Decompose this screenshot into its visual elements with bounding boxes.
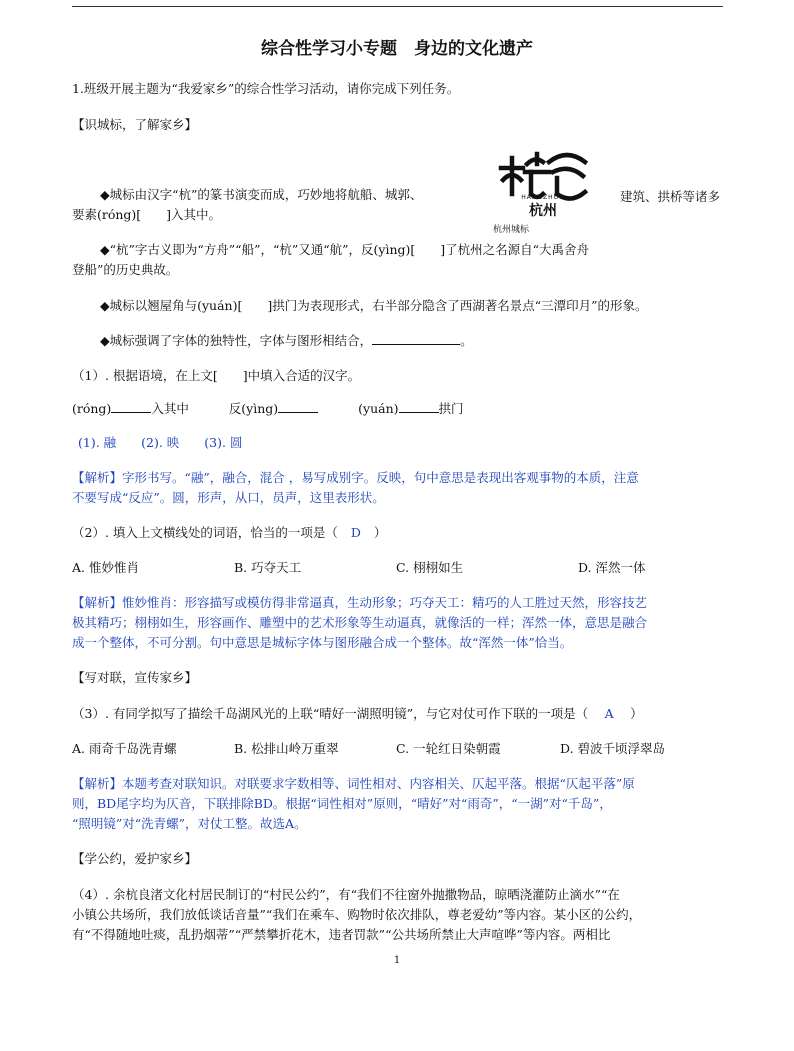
question-1-2 [72,524,722,542]
option-a[interactable]: A. 惟妙惟肖 [72,560,139,575]
logo-name: 杭州 [529,203,557,219]
fill-c-blank[interactable] [399,400,439,413]
answer-1-2: D [350,525,361,540]
question-1-2-text: （2）. 填入上文横线处的词语，恰当的一项是（ [72,525,338,540]
option-d[interactable]: D. 碧波千顷浮翠岛 [560,741,666,756]
answer-1-3: A [604,706,614,721]
option-c[interactable]: C. 栩栩如生 [396,560,464,575]
question-1-3-text: （3）. 有同学拟写了描绘千岛湖风光的上联“晴好一湖照明镜”，与它对仗可作下联的一项是（ [72,706,589,721]
section-heading-1: 【识城标，了解家乡】 [72,117,198,132]
blank-line[interactable] [372,332,460,345]
bullet-4-text: ◆城标强调了字体的独特性，字体与图形相结合， [100,333,373,348]
bullet-4-end: 。 [460,333,473,348]
explanation-1-2-line-2: 极其精巧；栩栩如生，形容画作、雕塑中的艺术形象等生动逼真，就像活的一样；浑然一体，意思是融合 [72,615,648,630]
option-b[interactable]: B. 巧夺天工 [234,560,302,575]
fill-b-blank[interactable] [278,400,318,413]
question-1-4-line-2: 小镇公共场所，我们放低谈话音量”“我们在乘车、购物时依次排队，尊老爱幼”等内容。某小区的公约， [72,907,642,922]
option-a[interactable]: A. 雨奇千岛洗青螺 [72,741,177,756]
answer-1-1: (1). 融 (2). 映 (3). 圆 [78,435,243,450]
bullet-1-right: 建筑、拱桥等诸多 [620,189,721,204]
fill-c-label: (yuán) [358,401,399,416]
question-1-1-fill [72,400,722,418]
option-c[interactable]: C. 一轮红日染朝霞 [396,741,501,756]
option-d[interactable]: D. 浑然一体 [578,560,646,575]
section-heading-3: 【学公约，爱护家乡】 [72,851,198,866]
question-1-2-options [72,559,722,577]
bullet-1-line-2: 要素(róng)[ ]入其中。 [72,207,222,222]
question-1-4-line-1: （4）. 余杭良渚文化村居民制订的“村民公约”，有“我们不往窗外抛撒物品，晾晒浇灌防止滴水”“在 [72,887,620,902]
question-1-intro: 1.班级开展主题为“我爱家乡”的综合性学习活动，请你完成下列任务。 [72,81,460,96]
fill-a-blank[interactable] [111,400,151,413]
bullet-2-line-2: 登船”的历史典故。 [72,262,179,277]
option-b[interactable]: B. 松排山岭万重翠 [234,741,339,756]
logo-caption: 杭州城标 [493,225,530,235]
explanation-1-1-line-1: 【解析】字形书写。“融”，融合，混合 ，易写成别字。反映，句中意思是表现出客观事物的本质，注意 [72,470,639,485]
question-1-2-close: ） [373,525,387,540]
question-1-3-options [72,740,722,758]
question-1-3-close: ） [630,706,643,721]
section-heading-2: 【写对联，宣传家乡】 [72,670,198,685]
explanation-1-2-line-3: 成一个整体，不可分割。句中意思是城标字体与图形融合成一个整体。故“浑然一体”恰当。 [72,635,573,650]
bullet-2-line-1: ◆“杭”字古义即为“方舟”“船”，“杭”又通“航”，反(yìng)[ ]了杭州之名源自“大禹舍舟 [100,242,590,257]
question-1-1: （1）. 根据语境，在上文[ ]中填入合适的汉字。 [72,368,361,383]
fill-b-label: 反(yìng) [228,401,279,416]
page-number: 1 [393,955,401,966]
page-top-rule [72,6,723,7]
bullet-4 [100,332,720,350]
bullet-3: ◆城标以翘屋角与(yuán)[ ]拱门为表现形式，右半部分隐含了西湖著名景点“三潭印月”的形象。 [100,298,648,313]
fill-c-suffix: 拱门 [438,401,464,416]
fill-a-suffix: 入其中 [151,401,189,416]
explanation-1-2-line-1: 【解析】惟妙惟肖：形容描写或模仿得非常逼真，生动形象；巧夺天工：精巧的人工胜过天然，形容技艺 [72,595,648,610]
logo-pinyin: HANGZHOU [521,194,565,201]
question-1-3 [72,705,722,723]
explanation-1-3-line-1: 【解析】本题考查对联知识。对联要求字数相等、词性相对、内容相关、仄起平落。根据“仄起平落”原 [72,776,635,791]
question-1-4-line-3: 有“不得随地吐痰，乱扔烟蒂”“严禁攀折花木，违者罚款”“公共场所禁止大声喧哗”等内容。两相比 [72,927,611,942]
fill-a-label: (róng) [72,401,112,416]
explanation-1-3-line-3: “照明镜”对“洗青螺”，对仗工整。故选A。 [72,816,307,831]
explanation-1-1-line-2: 不要写成“反应”。圆，形声，从口，员声，这里表形状。 [72,490,385,505]
explanation-1-3-line-2: 则，BD尾字均为仄音，下联排除BD。根据“词性相对”原则，“晴好”对“雨奇”，“一湖”对“千岛”， [72,796,612,811]
page-title: 综合性学习小专题 身边的文化遗产 [261,39,533,59]
bullet-1-left: ◆城标由汉字“杭”的篆书演变而成，巧妙地将航船、城郭、 [100,187,423,202]
